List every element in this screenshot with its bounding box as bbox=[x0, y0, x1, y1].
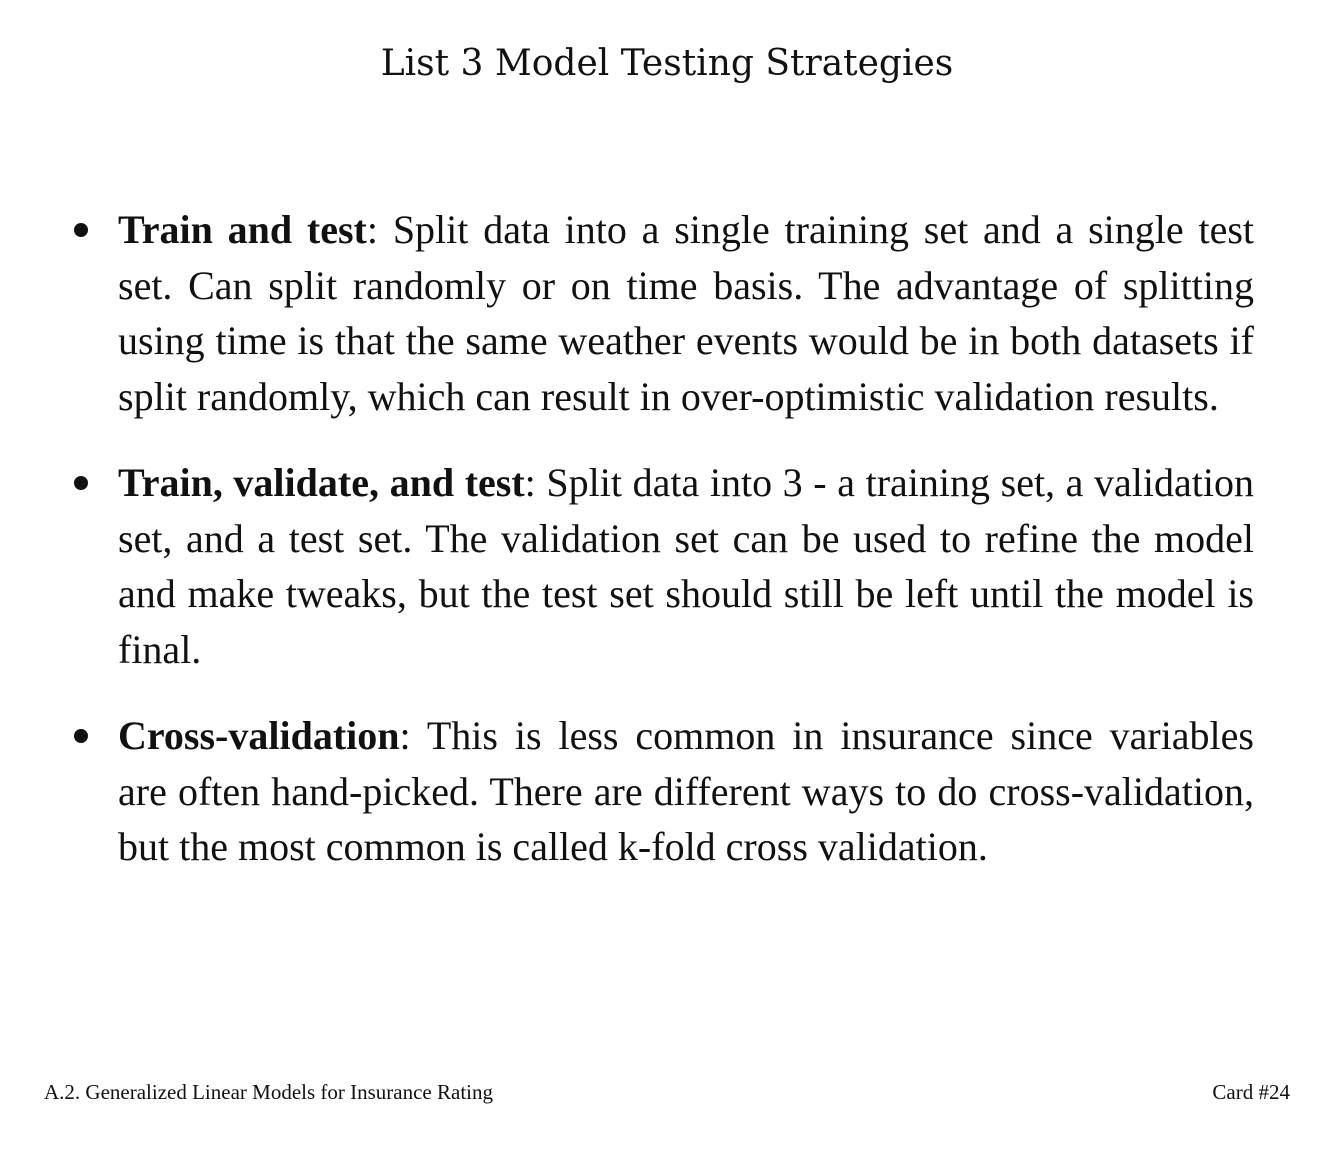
list-item-cross-validation bbox=[74, 708, 1254, 875]
bullet-icon bbox=[74, 729, 88, 743]
strategy-list bbox=[74, 202, 1254, 906]
footer-card-number: Card #24 bbox=[1212, 1080, 1290, 1104]
item-term: Train, validate, and test bbox=[118, 460, 525, 505]
item-separator: : bbox=[524, 460, 536, 505]
item-text: Split data into 3 - a training set, a validation set, and a test set. The validation set can be used to refine the model and make tweaks, but the test set should still be left until the model is final. bbox=[118, 460, 1254, 672]
bullet-icon bbox=[74, 476, 88, 490]
item-term: Train and test bbox=[118, 207, 367, 252]
item-text: Split data into a single training set and a single test set. Can split randomly or on time basis. The advantage of splitting using time is that the same weather events would be in both datasets if split randomly, which can result in over-optimistic validation results. bbox=[118, 207, 1255, 419]
item-term: Cross-validation bbox=[118, 713, 400, 758]
item-separator: : bbox=[366, 207, 379, 252]
page-title: List 3 Model Testing Strategies bbox=[380, 43, 954, 84]
item-text: This is less common in insurance since variables are often hand-picked. There are different ways to do cross-validation, but the most common is called k-fold cross validation. bbox=[118, 713, 1254, 869]
list-item-train-validate-test bbox=[74, 455, 1254, 677]
bullet-icon bbox=[74, 223, 88, 237]
list-item-train-test bbox=[74, 202, 1254, 424]
footer-section-title: A.2. Generalized Linear Models for Insurance Rating bbox=[44, 1080, 493, 1104]
item-separator: : bbox=[399, 713, 411, 758]
